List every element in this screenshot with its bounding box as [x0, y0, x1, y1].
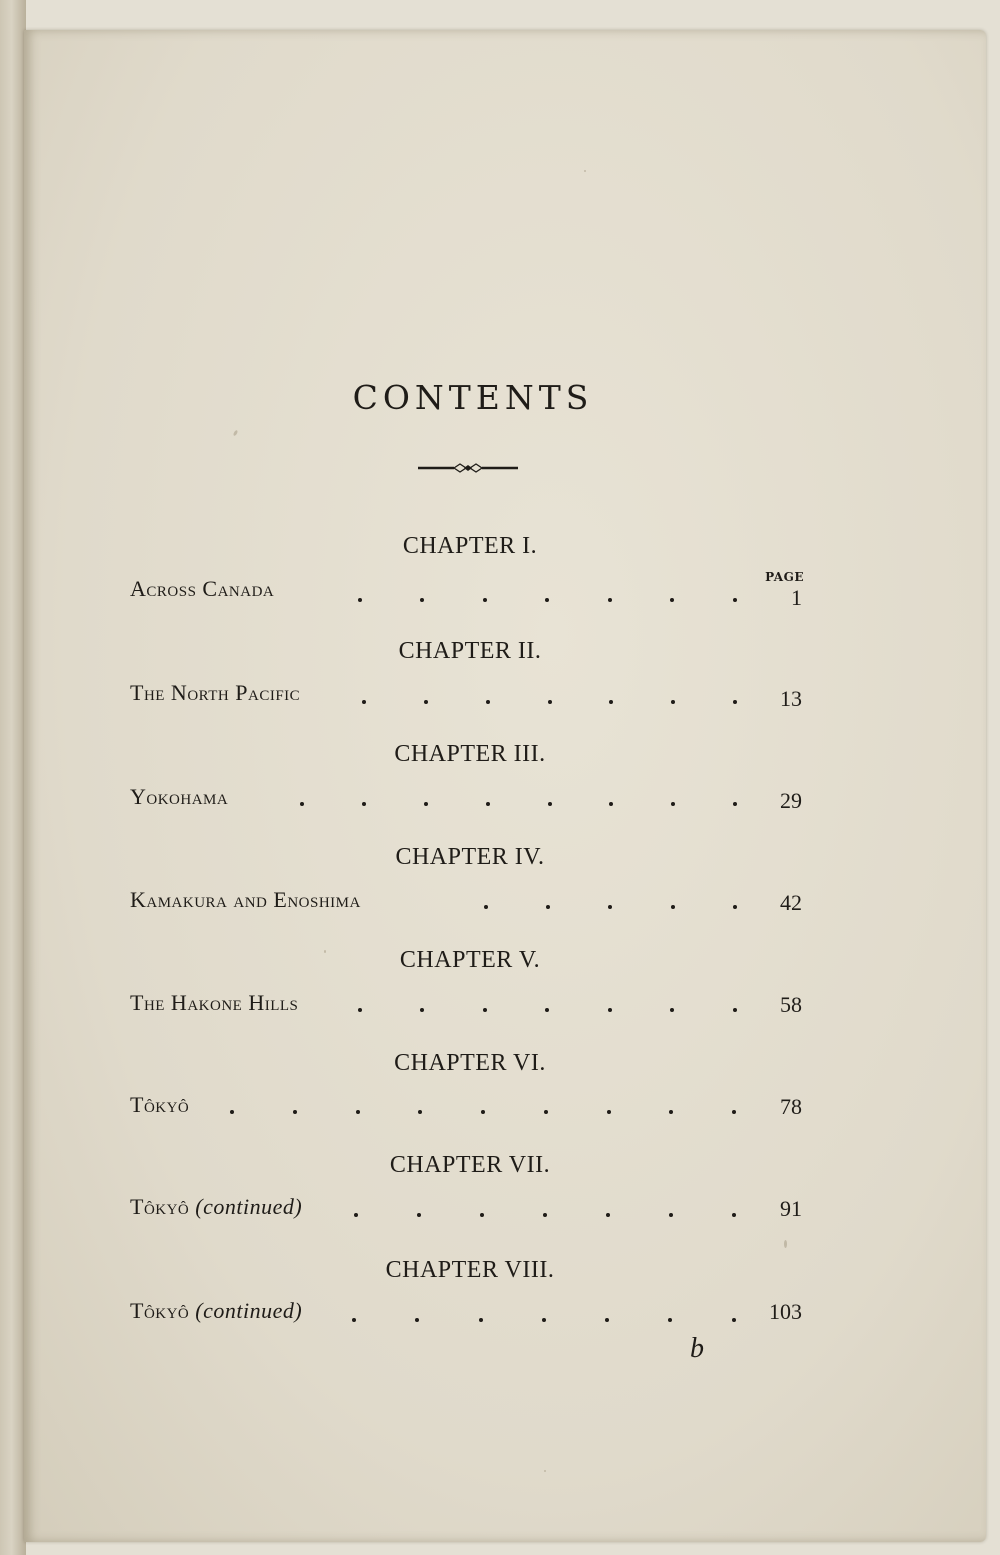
leader-dot — [362, 802, 366, 806]
chapter-title: Kamakura and Enoshima — [130, 887, 361, 912]
chapter-title: The North Pacific — [130, 680, 301, 705]
leader-dot — [548, 700, 552, 704]
leader-dot — [671, 802, 675, 806]
chapter-heading: CHAPTER II. — [398, 638, 542, 664]
chapter-page-number: 103 — [769, 1299, 802, 1324]
leader-dot — [669, 1213, 673, 1217]
chapter-heading: CHAPTER V. — [399, 947, 541, 973]
leader-dot — [670, 1008, 674, 1012]
leader-dot — [544, 1110, 548, 1114]
leader-dot — [300, 802, 304, 806]
dot-leader — [352, 1318, 795, 1324]
leader-dot — [605, 1318, 609, 1322]
leader-dot — [733, 700, 737, 704]
signature-mark: b — [690, 1333, 704, 1364]
leader-dot — [415, 1318, 419, 1322]
leader-dot — [732, 1213, 736, 1217]
leader-dot — [358, 1008, 362, 1012]
leader-dot — [418, 1110, 422, 1114]
page-column-label: PAGE — [765, 570, 804, 584]
leader-dot — [548, 802, 552, 806]
chapter-heading: CHAPTER IV. — [395, 844, 545, 870]
ornament-rule-icon — [418, 461, 518, 475]
leader-dot — [732, 1110, 736, 1114]
page-title: CONTENTS — [352, 378, 594, 417]
leader-dot — [479, 1318, 483, 1322]
leader-dot — [606, 1213, 610, 1217]
leader-dot — [607, 1110, 611, 1114]
paper-speck — [233, 430, 239, 437]
leader-dot — [480, 1213, 484, 1217]
chapter-title: Yokohama — [130, 784, 229, 809]
chapter-title: The Hakone Hills — [130, 990, 299, 1015]
leader-dot — [733, 598, 737, 602]
leader-dot — [424, 700, 428, 704]
leader-dot — [608, 598, 612, 602]
leader-dot — [668, 1318, 672, 1322]
chapter-title: Tôkyô (continued) — [130, 1298, 303, 1323]
dot-leader — [362, 700, 795, 706]
leader-dot — [230, 1110, 234, 1114]
leader-dot — [669, 1110, 673, 1114]
leader-dot — [609, 802, 613, 806]
chapter-heading: CHAPTER VIII. — [385, 1257, 555, 1283]
paper-speck — [584, 170, 586, 172]
leader-dot — [356, 1110, 360, 1114]
chapter-heading: CHAPTER III. — [394, 741, 546, 767]
chapter-page-number: 1 — [791, 585, 802, 610]
paper-speck — [784, 1240, 787, 1248]
leader-dot — [733, 1008, 737, 1012]
chapter-title: Tôkyô (continued) — [130, 1194, 303, 1219]
leader-dot — [545, 598, 549, 602]
dot-leader — [354, 1213, 795, 1219]
dot-leader — [300, 802, 795, 808]
leader-dot — [484, 905, 488, 909]
chapter-page-number: 13 — [780, 686, 802, 711]
leader-dot — [546, 905, 550, 909]
leader-dot — [352, 1318, 356, 1322]
leader-dot — [486, 700, 490, 704]
leader-dot — [424, 802, 428, 806]
leader-dot — [733, 905, 737, 909]
chapter-heading: CHAPTER I. — [402, 533, 538, 559]
chapter-page-number: 91 — [780, 1196, 802, 1221]
leader-dot — [293, 1110, 297, 1114]
dot-leader — [358, 598, 795, 604]
paper-speck — [544, 1470, 546, 1472]
leader-dot — [609, 700, 613, 704]
chapter-page-number: 78 — [780, 1094, 802, 1119]
chapter-page-number: 42 — [780, 890, 802, 915]
dot-leader — [358, 1008, 795, 1014]
leader-dot — [608, 905, 612, 909]
leader-dot — [670, 598, 674, 602]
chapter-title: Across Canada — [130, 576, 275, 601]
previous-page-edge — [0, 0, 26, 1555]
leader-dot — [671, 905, 675, 909]
leader-dot — [483, 598, 487, 602]
leader-dot — [420, 1008, 424, 1012]
chapter-page-number: 29 — [780, 788, 802, 813]
leader-dot — [545, 1008, 549, 1012]
dot-leader — [484, 905, 795, 911]
leader-dot — [671, 700, 675, 704]
chapter-title-note: (continued) — [195, 1194, 303, 1219]
chapter-title-note: (continued) — [195, 1298, 303, 1323]
leader-dot — [543, 1213, 547, 1217]
chapter-heading: CHAPTER VII. — [389, 1152, 551, 1178]
leader-dot — [481, 1110, 485, 1114]
leader-dot — [542, 1318, 546, 1322]
leader-dot — [420, 598, 424, 602]
leader-dot — [358, 598, 362, 602]
leader-dot — [608, 1008, 612, 1012]
leader-dot — [417, 1213, 421, 1217]
chapter-heading: CHAPTER VI. — [394, 1050, 546, 1076]
leader-dot — [733, 802, 737, 806]
chapter-page-number: 58 — [780, 992, 802, 1017]
dot-leader — [230, 1110, 795, 1116]
leader-dot — [483, 1008, 487, 1012]
leader-dot — [362, 700, 366, 704]
leader-dot — [732, 1318, 736, 1322]
chapter-title: Tôkyô — [130, 1092, 190, 1117]
leader-dot — [354, 1213, 358, 1217]
leader-dot — [486, 802, 490, 806]
